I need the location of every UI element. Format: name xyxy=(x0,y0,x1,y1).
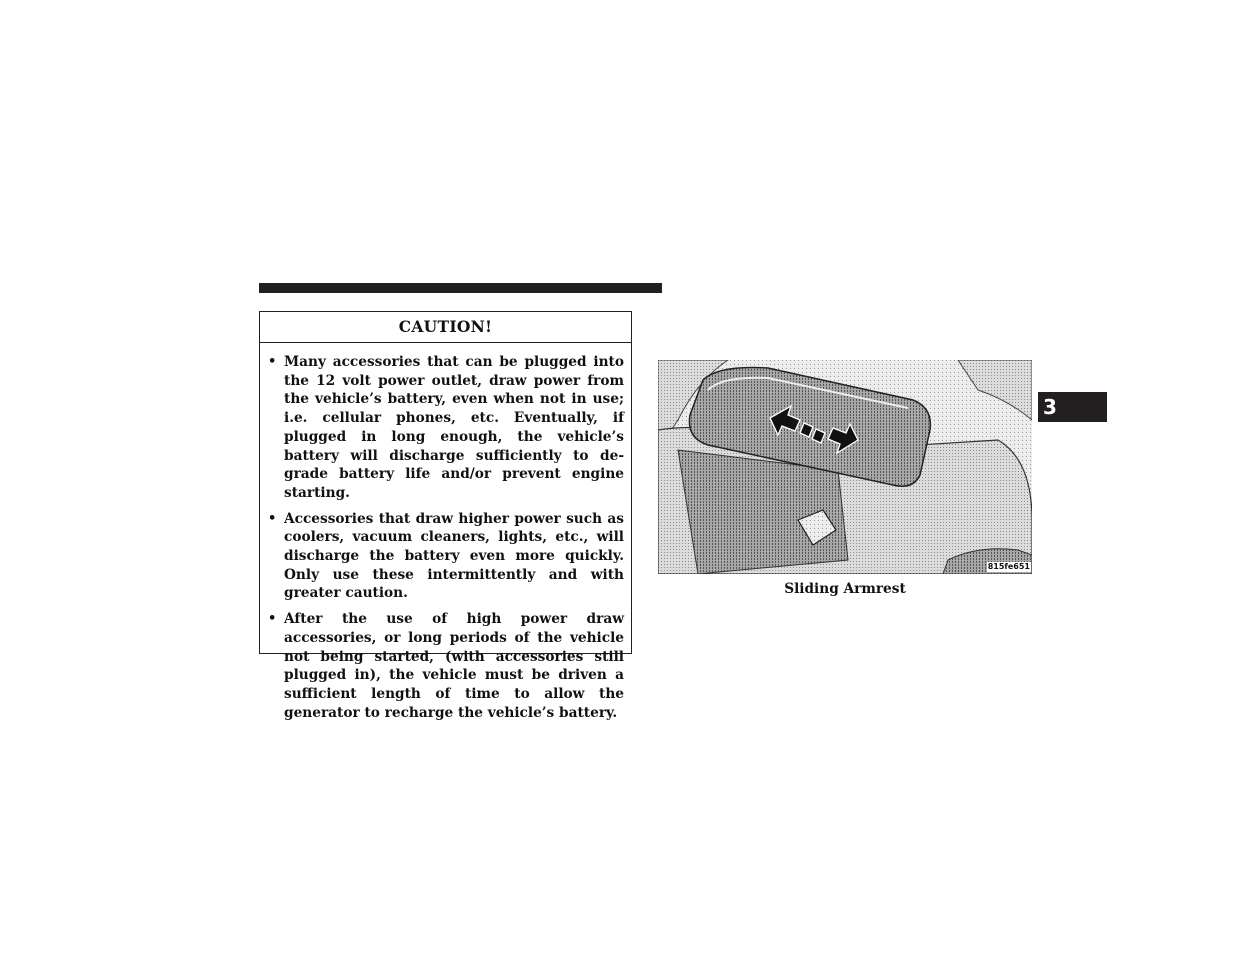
bullet-icon: • xyxy=(268,354,277,369)
caution-title: CAUTION! xyxy=(260,312,631,343)
caution-item-text: Accessories that draw higher power such as coolers, vacuum cleaners, lights, etc., will discharge the battery even more quickly. Only use these intermittently and with greater caution. xyxy=(284,510,624,602)
caution-item-text: Many accessories that can be plugged into the 12 volt power outlet, draw power from the vehicle’s battery, even when not in use; i.e. cellular phones, etc. Eventually, if plugged in long enough, the vehicle’s battery will discharge sufficiently to degrade battery life and/or prevent engine starting. xyxy=(284,354,624,501)
section-tab xyxy=(1038,392,1107,422)
armrest-drawing xyxy=(658,360,1032,574)
caution-list xyxy=(260,343,631,722)
figure-caption: Sliding Armrest xyxy=(784,581,906,597)
caution-item xyxy=(268,353,624,503)
caution-item-text: After the use of high power draw accessories, or long periods of the vehicle not being started, (with accessories still plugged in), the vehicle must be driven a sufficient length of time to allow the generator to recharge the vehicle’s battery. xyxy=(284,611,624,721)
caution-box xyxy=(259,311,632,721)
caution-item xyxy=(268,610,624,722)
figure-code: 815fe651 xyxy=(987,562,1030,571)
section-rule xyxy=(259,283,662,293)
bullet-icon: • xyxy=(268,510,277,526)
bullet-icon: • xyxy=(268,611,277,627)
caution-item xyxy=(268,510,624,604)
section-tab-number: 3 xyxy=(1043,395,1057,419)
armrest-illustration xyxy=(658,360,1032,574)
